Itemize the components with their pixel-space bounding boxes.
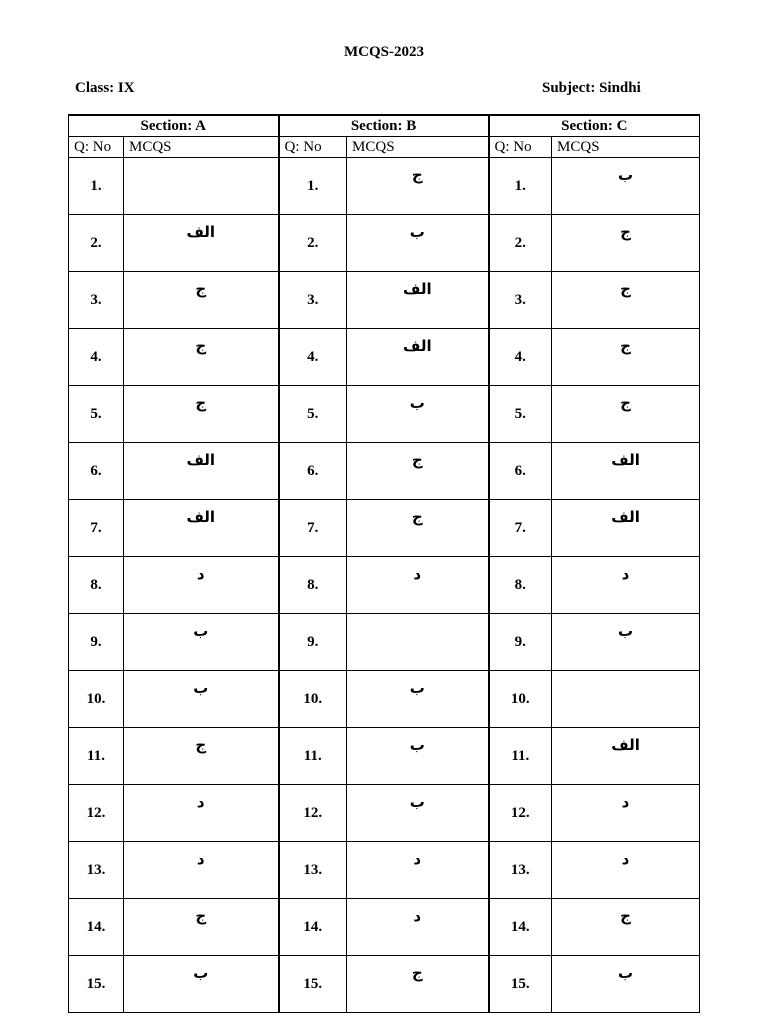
answer-cell: ج <box>124 899 279 956</box>
table-row <box>69 272 700 329</box>
answer-cell: ج <box>552 329 700 386</box>
table-row <box>69 728 700 785</box>
answer-cell: ج <box>347 500 489 557</box>
answer-cell: الف <box>347 329 489 386</box>
answer-cell: ج <box>552 272 700 329</box>
answer-cell: د <box>552 785 700 842</box>
answer-rows <box>69 158 700 1013</box>
answer-cell: ب <box>124 956 279 1013</box>
table-row <box>69 215 700 272</box>
question-number: 15. <box>279 956 347 1013</box>
question-number: 10. <box>279 671 347 728</box>
answer-cell: ب <box>347 728 489 785</box>
table-row <box>69 785 700 842</box>
qno-header: Q: No <box>489 137 552 158</box>
question-number: 13. <box>489 842 552 899</box>
section-a-title: Section: A <box>69 115 279 137</box>
question-number: 4. <box>489 329 552 386</box>
question-number: 10. <box>69 671 124 728</box>
question-number: 7. <box>279 500 347 557</box>
answer-cell: ج <box>124 386 279 443</box>
question-number: 14. <box>69 899 124 956</box>
document-title: MCQS-2023 <box>344 44 424 60</box>
answer-cell: الف <box>347 272 489 329</box>
answer-cell: ج <box>347 158 489 215</box>
question-number: 3. <box>69 272 124 329</box>
mcqs-header: MCQS <box>347 137 489 158</box>
question-number: 12. <box>489 785 552 842</box>
question-number: 5. <box>489 386 552 443</box>
question-number: 15. <box>69 956 124 1013</box>
question-number: 13. <box>279 842 347 899</box>
answer-cell: ب <box>552 158 700 215</box>
table-row <box>69 899 700 956</box>
question-number: 1. <box>489 158 552 215</box>
answer-cell: ب <box>552 956 700 1013</box>
answer-cell: الف <box>124 500 279 557</box>
answer-cell: ج <box>124 272 279 329</box>
qno-header: Q: No <box>69 137 124 158</box>
answer-cell: د <box>347 842 489 899</box>
section-b-title: Section: B <box>279 115 489 137</box>
answer-cell: الف <box>552 728 700 785</box>
question-number: 7. <box>69 500 124 557</box>
subject-label: Subject: Sindhi <box>542 80 641 96</box>
column-header-row <box>69 137 700 158</box>
answer-cell: ب <box>347 215 489 272</box>
section-header-row <box>69 115 700 137</box>
question-number: 8. <box>69 557 124 614</box>
question-number: 6. <box>489 443 552 500</box>
table-row <box>69 386 700 443</box>
answer-key-table <box>68 114 700 1013</box>
question-number: 3. <box>279 272 347 329</box>
answer-cell <box>552 671 700 728</box>
answer-cell: ج <box>124 728 279 785</box>
answer-cell: ب <box>347 386 489 443</box>
answer-cell: د <box>347 899 489 956</box>
question-number: 10. <box>489 671 552 728</box>
answer-cell: د <box>124 785 279 842</box>
question-number: 8. <box>279 557 347 614</box>
question-number: 2. <box>489 215 552 272</box>
question-number: 9. <box>279 614 347 671</box>
answer-cell: الف <box>552 500 700 557</box>
question-number: 14. <box>489 899 552 956</box>
answer-cell: د <box>552 557 700 614</box>
answer-cell: الف <box>124 443 279 500</box>
answer-cell: ج <box>552 215 700 272</box>
question-number: 12. <box>69 785 124 842</box>
answer-cell: د <box>124 557 279 614</box>
answer-cell <box>124 158 279 215</box>
question-number: 7. <box>489 500 552 557</box>
answer-cell: ج <box>552 386 700 443</box>
question-number: 1. <box>279 158 347 215</box>
question-number: 11. <box>489 728 552 785</box>
question-number: 12. <box>279 785 347 842</box>
answer-cell: ب <box>124 671 279 728</box>
question-number: 13. <box>69 842 124 899</box>
answer-cell <box>347 614 489 671</box>
answer-cell: د <box>347 557 489 614</box>
question-number: 4. <box>69 329 124 386</box>
section-c-title: Section: C <box>489 115 700 137</box>
table-row <box>69 614 700 671</box>
answer-cell: الف <box>552 443 700 500</box>
table-row <box>69 557 700 614</box>
answer-cell: ب <box>347 785 489 842</box>
mcqs-header: MCQS <box>124 137 279 158</box>
question-number: 6. <box>69 443 124 500</box>
question-number: 5. <box>279 386 347 443</box>
question-number: 15. <box>489 956 552 1013</box>
question-number: 5. <box>69 386 124 443</box>
answer-cell: ج <box>347 956 489 1013</box>
class-label: Class: IX <box>75 80 135 96</box>
question-number: 8. <box>489 557 552 614</box>
answer-cell: الف <box>124 215 279 272</box>
table-row <box>69 842 700 899</box>
table-row <box>69 956 700 1013</box>
qno-header: Q: No <box>279 137 347 158</box>
answer-cell: ب <box>124 614 279 671</box>
question-number: 6. <box>279 443 347 500</box>
table-row <box>69 500 700 557</box>
answer-cell: د <box>552 842 700 899</box>
table-row <box>69 329 700 386</box>
question-number: 1. <box>69 158 124 215</box>
answer-cell: ج <box>124 329 279 386</box>
answer-cell: ب <box>552 614 700 671</box>
question-number: 9. <box>69 614 124 671</box>
question-number: 14. <box>279 899 347 956</box>
table-row <box>69 158 700 215</box>
answer-cell: ج <box>347 443 489 500</box>
question-number: 2. <box>279 215 347 272</box>
question-number: 11. <box>279 728 347 785</box>
mcqs-header: MCQS <box>552 137 700 158</box>
question-number: 2. <box>69 215 124 272</box>
table-row <box>69 671 700 728</box>
question-number: 11. <box>69 728 124 785</box>
answer-cell: ج <box>552 899 700 956</box>
question-number: 3. <box>489 272 552 329</box>
answer-cell: د <box>124 842 279 899</box>
question-number: 9. <box>489 614 552 671</box>
table-row <box>69 443 700 500</box>
answer-cell: ب <box>347 671 489 728</box>
question-number: 4. <box>279 329 347 386</box>
